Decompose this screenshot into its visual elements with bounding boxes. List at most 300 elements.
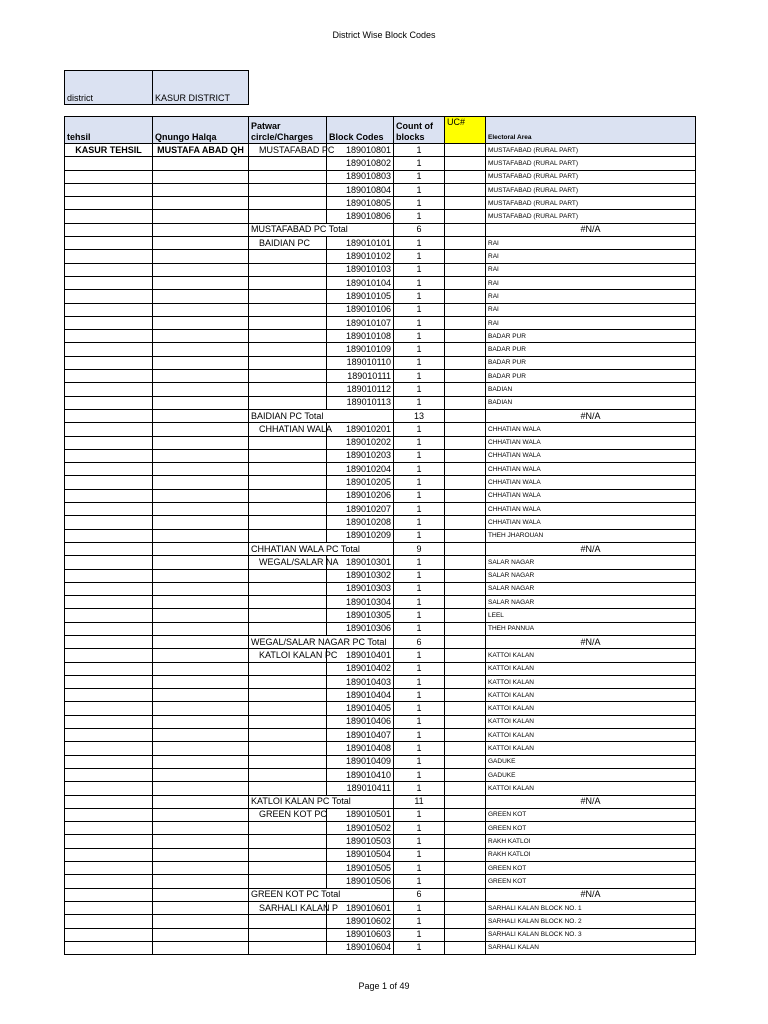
tehsil-cell [65, 768, 153, 781]
block-code-cell: 189010301 [327, 556, 394, 569]
electoral-area-cell: SARHALI KALAN BLOCK NO. 1 [486, 901, 696, 914]
table-row [65, 596, 696, 609]
count-cell: 1 [394, 768, 445, 781]
qanungo-cell [153, 516, 249, 529]
patwar-circle-cell [249, 702, 327, 715]
tehsil-cell [65, 516, 153, 529]
district-table [64, 70, 249, 105]
tehsil-cell [65, 250, 153, 263]
electoral-area-cell: MUSTAFABAD (RURAL PART) [486, 157, 696, 170]
patwar-circle-cell [249, 822, 327, 835]
table-row [65, 901, 696, 914]
table-row [65, 755, 696, 768]
count-cell: 1 [394, 396, 445, 409]
patwar-circle-cell [249, 316, 327, 329]
uc-cell [445, 476, 486, 489]
tehsil-cell [65, 742, 153, 755]
count-cell: 1 [394, 848, 445, 861]
patwar-circle-cell [249, 715, 327, 728]
tehsil-cell [65, 596, 153, 609]
patwar-circle-cell [249, 330, 327, 343]
total-area: #N/A [486, 409, 696, 422]
table-row [65, 582, 696, 595]
tehsil-cell [65, 290, 153, 303]
header-patwar-line1: Patwar [251, 121, 281, 131]
qanungo-cell [153, 463, 249, 476]
tehsil-cell [65, 901, 153, 914]
uc-cell [445, 702, 486, 715]
qanungo-cell [153, 569, 249, 582]
tehsil-cell [65, 303, 153, 316]
qanungo-cell [153, 237, 249, 250]
electoral-area-cell: CHHATIAN WALA [486, 503, 696, 516]
patwar-circle-cell [249, 356, 327, 369]
table-row [65, 263, 696, 276]
table-row [65, 170, 696, 183]
uc-cell [445, 782, 486, 795]
patwar-circle-cell [249, 170, 327, 183]
header-tehsil: tehsil [65, 117, 153, 144]
patwar-circle-cell [249, 596, 327, 609]
tehsil-cell [65, 197, 153, 210]
patwar-circle-cell [249, 609, 327, 622]
block-code-cell: 189010302 [327, 569, 394, 582]
electoral-area-cell: RAI [486, 237, 696, 250]
qanungo-cell [153, 755, 249, 768]
patwar-circle-cell [249, 476, 327, 489]
block-code-cell: 189010103 [327, 263, 394, 276]
qanungo-cell [153, 901, 249, 914]
count-cell: 1 [394, 330, 445, 343]
tehsil-cell [65, 808, 153, 821]
tehsil-cell [65, 489, 153, 502]
patwar-circle-cell [249, 689, 327, 702]
qanungo-cell [153, 476, 249, 489]
tehsil-cell [65, 729, 153, 742]
electoral-area-cell: BADIAN [486, 383, 696, 396]
count-cell: 1 [394, 941, 445, 954]
qanungo-cell [153, 635, 249, 648]
block-code-cell: 189010601 [327, 901, 394, 914]
qanungo-cell [153, 330, 249, 343]
block-code-cell: 189010205 [327, 476, 394, 489]
patwar-circle-cell [249, 503, 327, 516]
electoral-area-cell: BADAR PUR [486, 330, 696, 343]
tehsil-cell [65, 755, 153, 768]
tehsil-cell [65, 370, 153, 383]
table-row [65, 197, 696, 210]
tehsil-cell [65, 941, 153, 954]
count-cell: 1 [394, 702, 445, 715]
count-cell: 1 [394, 343, 445, 356]
electoral-area-cell: BADAR PUR [486, 370, 696, 383]
uc-cell [445, 755, 486, 768]
count-cell: 1 [394, 290, 445, 303]
patwar-circle-cell [249, 303, 327, 316]
total-count: 6 [394, 888, 445, 901]
block-code-cell: 189010402 [327, 662, 394, 675]
table-row [65, 144, 696, 157]
count-cell: 1 [394, 808, 445, 821]
tehsil-cell [65, 675, 153, 688]
qanungo-cell [153, 356, 249, 369]
qanungo-cell [153, 409, 249, 422]
uc-cell [445, 768, 486, 781]
total-count: 9 [394, 542, 445, 555]
electoral-area-cell: KATTOI KALAN [486, 729, 696, 742]
uc-cell [445, 237, 486, 250]
table-row [65, 370, 696, 383]
qanungo-cell [153, 197, 249, 210]
table-row [65, 503, 696, 516]
block-code-cell: 189010411 [327, 782, 394, 795]
patwar-circle-cell [249, 862, 327, 875]
tehsil-cell [65, 263, 153, 276]
tehsil-cell [65, 862, 153, 875]
qanungo-cell [153, 835, 249, 848]
tehsil-cell [65, 449, 153, 462]
block-code-cell: 189010804 [327, 183, 394, 196]
count-cell: 1 [394, 276, 445, 289]
table-row [65, 343, 696, 356]
count-cell: 1 [394, 157, 445, 170]
uc-cell [445, 516, 486, 529]
patwar-circle-cell [249, 569, 327, 582]
total-label: CHHATIAN WALA PC Total [249, 542, 394, 555]
electoral-area-cell: MUSTAFABAD (RURAL PART) [486, 144, 696, 157]
count-cell: 1 [394, 822, 445, 835]
electoral-area-cell: KATTOI KALAN [486, 649, 696, 662]
electoral-area-cell: RAI [486, 290, 696, 303]
patwar-circle-cell [249, 729, 327, 742]
count-cell: 1 [394, 729, 445, 742]
electoral-area-cell: MUSTAFABAD (RURAL PART) [486, 170, 696, 183]
electoral-area-cell: BADIAN [486, 396, 696, 409]
block-code-cell: 189010112 [327, 383, 394, 396]
total-area: #N/A [486, 795, 696, 808]
qanungo-cell [153, 622, 249, 635]
electoral-area-cell: SARHALI KALAN BLOCK NO. 2 [486, 915, 696, 928]
count-cell: 1 [394, 436, 445, 449]
tehsil-cell [65, 702, 153, 715]
qanungo-cell [153, 449, 249, 462]
total-count: 6 [394, 635, 445, 648]
uc-cell [445, 303, 486, 316]
patwar-circle-cell [249, 343, 327, 356]
patwar-circle-cell [249, 197, 327, 210]
table-row [65, 290, 696, 303]
block-code-cell: 189010305 [327, 609, 394, 622]
electoral-area-cell: BADAR PUR [486, 356, 696, 369]
count-cell: 1 [394, 516, 445, 529]
uc-cell [445, 223, 486, 236]
block-code-cell: 189010108 [327, 330, 394, 343]
patwar-circle-cell [249, 370, 327, 383]
block-code-cell: 189010506 [327, 875, 394, 888]
uc-cell [445, 356, 486, 369]
qanungo-cell [153, 316, 249, 329]
block-code-cell: 189010410 [327, 768, 394, 781]
qanungo-cell [153, 941, 249, 954]
tehsil-cell [65, 715, 153, 728]
table-row [65, 915, 696, 928]
electoral-area-cell: RAI [486, 316, 696, 329]
tehsil-cell [65, 503, 153, 516]
uc-cell [445, 835, 486, 848]
qanungo-cell [153, 675, 249, 688]
tehsil-cell [65, 476, 153, 489]
uc-cell [445, 316, 486, 329]
patwar-circle-cell [249, 436, 327, 449]
electoral-area-cell: RAI [486, 276, 696, 289]
tehsil-cell [65, 928, 153, 941]
qanungo-cell [153, 662, 249, 675]
uc-cell [445, 276, 486, 289]
qanungo-cell [153, 795, 249, 808]
uc-cell [445, 729, 486, 742]
qanungo-cell [153, 383, 249, 396]
electoral-area-cell: LEEL [486, 609, 696, 622]
tehsil-cell [65, 237, 153, 250]
block-code-cell: 189010803 [327, 170, 394, 183]
block-code-cell: 189010209 [327, 529, 394, 542]
qanungo-cell [153, 609, 249, 622]
electoral-area-cell: SARHALI KALAN BLOCK NO. 3 [486, 928, 696, 941]
block-code-cell: 189010504 [327, 848, 394, 861]
header-count-line2: blocks [396, 132, 425, 142]
uc-cell [445, 396, 486, 409]
uc-cell [445, 596, 486, 609]
patwar-circle-cell [249, 290, 327, 303]
electoral-area-cell: SALAR NAGAR [486, 582, 696, 595]
patwar-circle-cell [249, 622, 327, 635]
electoral-area-cell: KATTOI KALAN [486, 715, 696, 728]
uc-cell [445, 542, 486, 555]
table-row [65, 396, 696, 409]
total-row [65, 542, 696, 555]
table-row [65, 862, 696, 875]
count-cell: 1 [394, 915, 445, 928]
table-row [65, 835, 696, 848]
uc-cell [445, 409, 486, 422]
electoral-area-cell: GREEN KOT [486, 808, 696, 821]
tehsil-cell [65, 609, 153, 622]
electoral-area-cell: CHHATIAN WALA [486, 476, 696, 489]
table-row [65, 715, 696, 728]
count-cell: 1 [394, 835, 445, 848]
count-cell: 1 [394, 582, 445, 595]
block-code-cell: 189010109 [327, 343, 394, 356]
tehsil-cell [65, 463, 153, 476]
table-row [65, 303, 696, 316]
patwar-circle-cell [249, 529, 327, 542]
qanungo-cell [153, 290, 249, 303]
table-row [65, 941, 696, 954]
count-cell: 1 [394, 144, 445, 157]
uc-cell [445, 170, 486, 183]
electoral-area-cell: KATTOI KALAN [486, 702, 696, 715]
tehsil-cell [65, 276, 153, 289]
table-row [65, 609, 696, 622]
block-code-cell: 189010111 [327, 370, 394, 383]
count-cell: 1 [394, 755, 445, 768]
qanungo-cell [153, 596, 249, 609]
table-row [65, 782, 696, 795]
tehsil-cell [65, 343, 153, 356]
tehsil-cell [65, 662, 153, 675]
qanungo-cell [153, 556, 249, 569]
table-row [65, 476, 696, 489]
block-code-cell: 189010405 [327, 702, 394, 715]
uc-cell [445, 888, 486, 901]
count-cell: 1 [394, 928, 445, 941]
patwar-circle-cell [249, 675, 327, 688]
block-code-cell: 189010304 [327, 596, 394, 609]
total-count: 11 [394, 795, 445, 808]
uc-cell [445, 622, 486, 635]
block-code-cell: 189010801 [327, 144, 394, 157]
table-row [65, 463, 696, 476]
electoral-area-cell: CHHATIAN WALA [486, 516, 696, 529]
uc-cell [445, 901, 486, 914]
uc-cell [445, 715, 486, 728]
patwar-circle-cell [249, 582, 327, 595]
block-code-cell: 189010113 [327, 396, 394, 409]
electoral-area-cell: CHHATIAN WALA [486, 423, 696, 436]
table-row [65, 316, 696, 329]
count-cell: 1 [394, 449, 445, 462]
qanungo-cell [153, 702, 249, 715]
tehsil-cell [65, 689, 153, 702]
block-code-cell: 189010204 [327, 463, 394, 476]
count-cell: 1 [394, 662, 445, 675]
electoral-area-cell: MUSTAFABAD (RURAL PART) [486, 183, 696, 196]
qanungo-cell: MUSTAFA ABAD QH [153, 144, 249, 157]
block-code-cell: 189010602 [327, 915, 394, 928]
qanungo-cell [153, 157, 249, 170]
table-row [65, 662, 696, 675]
block-code-cell: 189010105 [327, 290, 394, 303]
qanungo-cell [153, 875, 249, 888]
header-block-codes: Block Codes [327, 117, 394, 144]
table-row [65, 183, 696, 196]
uc-cell [445, 330, 486, 343]
header-qanungo-halqa: Qnungo Halqa [153, 117, 249, 144]
qanungo-cell [153, 649, 249, 662]
patwar-circle-cell [249, 383, 327, 396]
tehsil-cell [65, 529, 153, 542]
qanungo-cell [153, 250, 249, 263]
total-row [65, 795, 696, 808]
total-count: 13 [394, 409, 445, 422]
tehsil-cell [65, 423, 153, 436]
tehsil-cell [65, 210, 153, 223]
block-code-cell: 189010110 [327, 356, 394, 369]
table-row [65, 875, 696, 888]
patwar-circle-cell: KATLOI KALAN PC [249, 649, 327, 662]
electoral-area-cell: MUSTAFABAD (RURAL PART) [486, 197, 696, 210]
block-code-cell: 189010805 [327, 197, 394, 210]
tehsil-cell [65, 383, 153, 396]
qanungo-cell [153, 183, 249, 196]
count-cell: 1 [394, 529, 445, 542]
table-row [65, 702, 696, 715]
count-cell: 1 [394, 303, 445, 316]
uc-cell [445, 928, 486, 941]
table-row [65, 449, 696, 462]
patwar-circle-cell [249, 210, 327, 223]
block-code-cell: 189010303 [327, 582, 394, 595]
patwar-circle-cell [249, 662, 327, 675]
electoral-area-cell: GADUKE [486, 768, 696, 781]
patwar-circle-cell [249, 782, 327, 795]
block-code-cell: 189010406 [327, 715, 394, 728]
uc-cell [445, 569, 486, 582]
total-area: #N/A [486, 635, 696, 648]
qanungo-cell [153, 396, 249, 409]
uc-cell [445, 183, 486, 196]
table-row [65, 276, 696, 289]
qanungo-cell [153, 423, 249, 436]
patwar-circle-cell [249, 835, 327, 848]
patwar-circle-cell: BAIDIAN PC [249, 237, 327, 250]
electoral-area-cell: RAKH KATLOI [486, 848, 696, 861]
uc-cell [445, 290, 486, 303]
table-row [65, 237, 696, 250]
count-cell: 1 [394, 183, 445, 196]
electoral-area-cell: KATTOI KALAN [486, 675, 696, 688]
patwar-circle-cell [249, 941, 327, 954]
qanungo-cell [153, 503, 249, 516]
tehsil-cell [65, 835, 153, 848]
block-code-cell: 189010806 [327, 210, 394, 223]
electoral-area-cell: RAI [486, 303, 696, 316]
patwar-circle-cell [249, 915, 327, 928]
count-cell: 1 [394, 875, 445, 888]
electoral-area-cell: SALAR NAGAR [486, 569, 696, 582]
qanungo-cell [153, 263, 249, 276]
qanungo-cell [153, 689, 249, 702]
header-electoral-area: Electoral Area [486, 117, 696, 144]
header-patwar-circle [249, 117, 327, 144]
electoral-area-cell: CHHATIAN WALA [486, 463, 696, 476]
tehsil-cell [65, 782, 153, 795]
tehsil-cell [65, 795, 153, 808]
table-row [65, 742, 696, 755]
uc-cell [445, 675, 486, 688]
uc-cell [445, 144, 486, 157]
count-cell: 1 [394, 715, 445, 728]
tehsil-cell [65, 356, 153, 369]
qanungo-cell [153, 542, 249, 555]
total-area: #N/A [486, 223, 696, 236]
table-row [65, 689, 696, 702]
count-cell: 1 [394, 476, 445, 489]
uc-cell [445, 635, 486, 648]
tehsil-cell [65, 888, 153, 901]
tehsil-cell [65, 330, 153, 343]
total-count: 6 [394, 223, 445, 236]
electoral-area-cell: RAKH KATLOI [486, 835, 696, 848]
total-label: WEGAL/SALAR NAGAR PC Total [249, 635, 394, 648]
electoral-area-cell: KATTOI KALAN [486, 742, 696, 755]
uc-cell [445, 343, 486, 356]
count-cell: 1 [394, 862, 445, 875]
patwar-circle-cell [249, 263, 327, 276]
uc-cell [445, 157, 486, 170]
block-code-cell: 189010104 [327, 276, 394, 289]
total-row [65, 409, 696, 422]
